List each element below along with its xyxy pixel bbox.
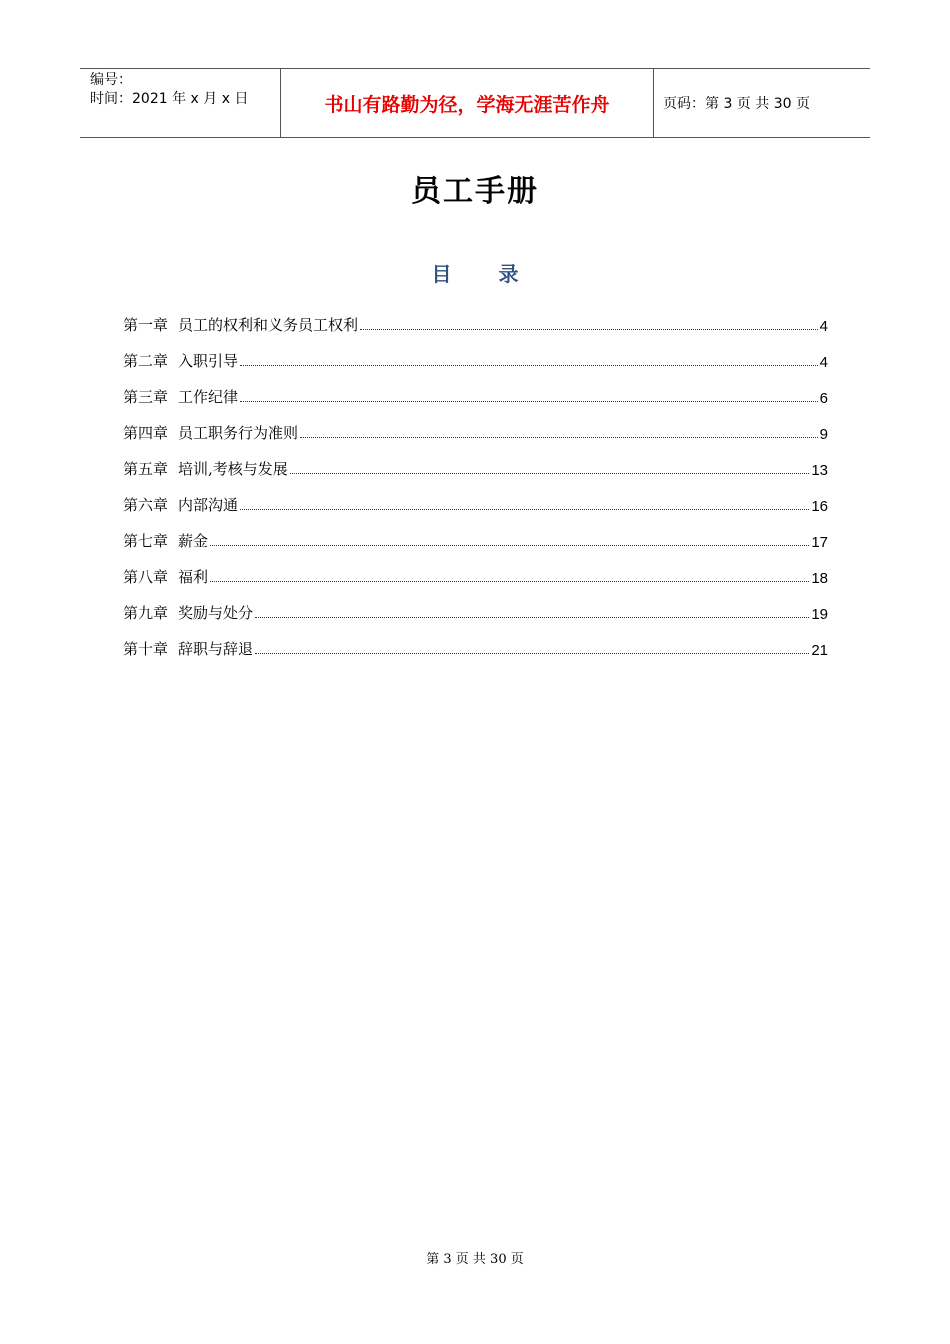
toc-page-number: 19 — [811, 606, 828, 623]
toc-chapter-title: 员工的权利和义务员工权利 — [178, 316, 359, 334]
toc-chapter-number: 第十章 — [123, 640, 169, 658]
toc-chapter-number: 第五章 — [123, 460, 169, 478]
table-of-contents — [123, 299, 828, 659]
toc-chapter-title: 内部沟通 — [178, 496, 239, 514]
header-motto: 书山有路勤为径，学海无涯苦作舟 — [324, 93, 610, 116]
toc-dot-leader — [240, 365, 818, 366]
toc-dot-leader — [255, 617, 809, 618]
header-left-cell — [80, 69, 281, 137]
toc-page-number: 16 — [811, 498, 828, 515]
toc-dot-leader — [255, 653, 809, 654]
toc-chapter-title: 培训,考核与发展 — [178, 460, 288, 478]
toc-entry[interactable] — [123, 335, 828, 371]
toc-dot-leader — [210, 545, 809, 546]
toc-chapter-title: 入职引导 — [178, 352, 239, 370]
toc-page-number: 17 — [811, 534, 828, 551]
toc-chapter-title: 工作纪律 — [178, 388, 239, 406]
header-page-cell — [654, 69, 870, 137]
document-title: 员工手册 — [411, 174, 539, 209]
toc-entry[interactable] — [123, 479, 828, 515]
toc-chapter-number: 第七章 — [123, 532, 169, 550]
toc-entry[interactable] — [123, 407, 828, 443]
toc-page-number: 4 — [819, 354, 828, 371]
document-header — [80, 68, 870, 138]
toc-chapter-number: 第九章 — [123, 604, 169, 622]
toc-page-number: 4 — [819, 318, 828, 335]
page-footer: 第 3 页 共 30 页 — [426, 1252, 524, 1267]
toc-dot-leader — [240, 509, 809, 510]
toc-dot-leader — [240, 401, 818, 402]
header-page-info: 页码：第 3 页 共 30 页 — [663, 96, 810, 112]
toc-chapter-number: 第六章 — [123, 496, 169, 514]
toc-chapter-number: 第四章 — [123, 424, 169, 442]
toc-dot-leader — [210, 581, 809, 582]
toc-entry[interactable] — [123, 299, 828, 335]
toc-dot-leader — [360, 329, 818, 330]
toc-chapter-number: 第一章 — [123, 316, 169, 334]
toc-entry[interactable] — [123, 515, 828, 551]
toc-entry[interactable] — [123, 371, 828, 407]
toc-chapter-number: 第八章 — [123, 568, 169, 586]
toc-entry[interactable] — [123, 587, 828, 623]
toc-entry[interactable] — [123, 551, 828, 587]
toc-page-number: 9 — [819, 426, 828, 443]
toc-page-number: 13 — [811, 462, 828, 479]
toc-entry[interactable] — [123, 443, 828, 479]
toc-entry[interactable] — [123, 623, 828, 659]
toc-page-number: 18 — [811, 570, 828, 587]
toc-chapter-title: 奖励与处分 — [178, 604, 254, 622]
toc-chapter-title: 员工职务行为准则 — [178, 424, 299, 442]
toc-chapter-title: 辞职与辞退 — [178, 640, 254, 658]
toc-chapter-title: 福利 — [178, 568, 209, 586]
toc-page-number: 21 — [811, 642, 828, 659]
toc-chapter-number: 第二章 — [123, 352, 169, 370]
toc-chapter-title: 薪金 — [178, 532, 209, 550]
toc-chapter-number: 第三章 — [123, 388, 169, 406]
toc-page-number: 6 — [819, 390, 828, 407]
header-date: 时间：2021 年 x 月 x 日 — [90, 91, 249, 107]
toc-dot-leader — [300, 437, 818, 438]
header-motto-cell — [281, 69, 654, 137]
toc-heading: 目 录 — [431, 262, 539, 286]
header-number-label: 编号： — [90, 72, 132, 88]
toc-dot-leader — [290, 473, 810, 474]
